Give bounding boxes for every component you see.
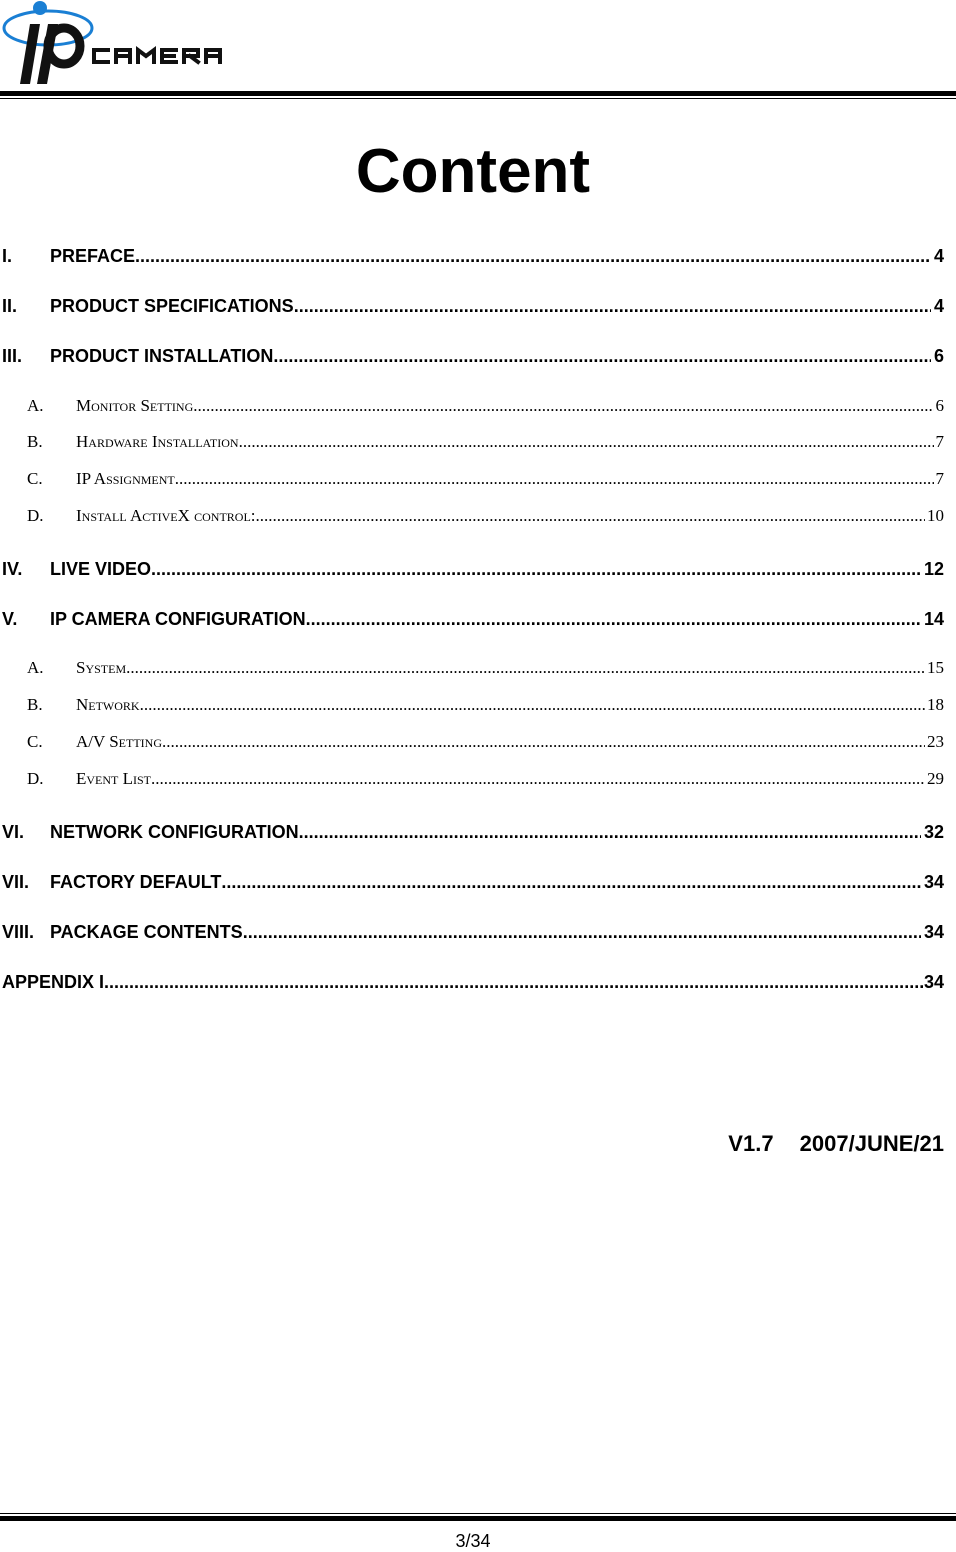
toc-entry-av-setting[interactable]: C. A/V Setting ..... 23	[27, 732, 944, 752]
toc-entry-factory-default[interactable]: VII. FACTORY DEFAULT ..... 34	[2, 872, 944, 893]
dot-leader	[162, 732, 925, 752]
toc-entry-hardware-installation[interactable]: B. Hardware Installation ..... 7	[27, 432, 944, 452]
page-number: 3/34	[455, 1531, 491, 1551]
dot-leader	[294, 296, 931, 317]
toc-entry-system[interactable]: A. System ..... 15	[27, 658, 944, 678]
toc-entry-network[interactable]: B. Network ..... 18	[27, 695, 944, 715]
footer-rule-thin	[0, 1513, 956, 1514]
dot-leader	[273, 346, 931, 367]
dot-leader	[221, 872, 921, 893]
page-title: Content	[355, 137, 591, 206]
toc-entry-preface[interactable]: I. PREFACE ..... 4	[2, 246, 944, 267]
toc-entry-monitor-setting[interactable]: A. Monitor Setting ..... 6	[27, 396, 944, 416]
dot-leader	[299, 822, 921, 843]
toc-entry-product-installation[interactable]: III. PRODUCT INSTALLATION ..... 6	[2, 346, 944, 367]
dot-leader	[104, 972, 924, 993]
toc-entry-product-specifications[interactable]: II. PRODUCT SPECIFICATIONS ..... 4	[2, 296, 944, 317]
version-date: V1.7 2007/JUNE/21	[728, 1131, 944, 1156]
toc-entry-event-list[interactable]: D. Event List ..... 29	[27, 769, 944, 789]
dot-leader	[243, 922, 921, 943]
toc-entry-network-configuration[interactable]: VI. NETWORK CONFIGURATION ..... 32	[2, 822, 944, 843]
dot-leader	[151, 559, 921, 580]
dot-leader	[193, 396, 933, 416]
dot-leader	[306, 609, 921, 630]
dot-leader	[239, 432, 934, 452]
dot-leader	[140, 695, 925, 715]
dot-leader	[151, 769, 925, 789]
dot-leader	[135, 246, 931, 267]
footer-rule-thick	[0, 1516, 956, 1521]
toc-entry-ip-assignment[interactable]: C. IP Assignment ..... 7	[27, 469, 944, 489]
toc-entry-install-activex[interactable]: D. Install ActiveX control: ..... 10	[27, 506, 944, 526]
dot-leader	[256, 506, 925, 526]
toc-entry-ip-camera-configuration[interactable]: V. IP CAMERA CONFIGURATION ..... 14	[2, 609, 944, 630]
dot-leader	[175, 469, 934, 489]
toc-entry-appendix-i[interactable]: APPENDIX I ..... 34	[2, 972, 944, 993]
dot-leader	[126, 658, 925, 678]
toc-entry-live-video[interactable]: IV. LIVE VIDEO ..... 12	[2, 559, 944, 580]
toc-entry-package-contents[interactable]: VIII. PACKAGE CONTENTS ..... 34	[2, 922, 944, 943]
